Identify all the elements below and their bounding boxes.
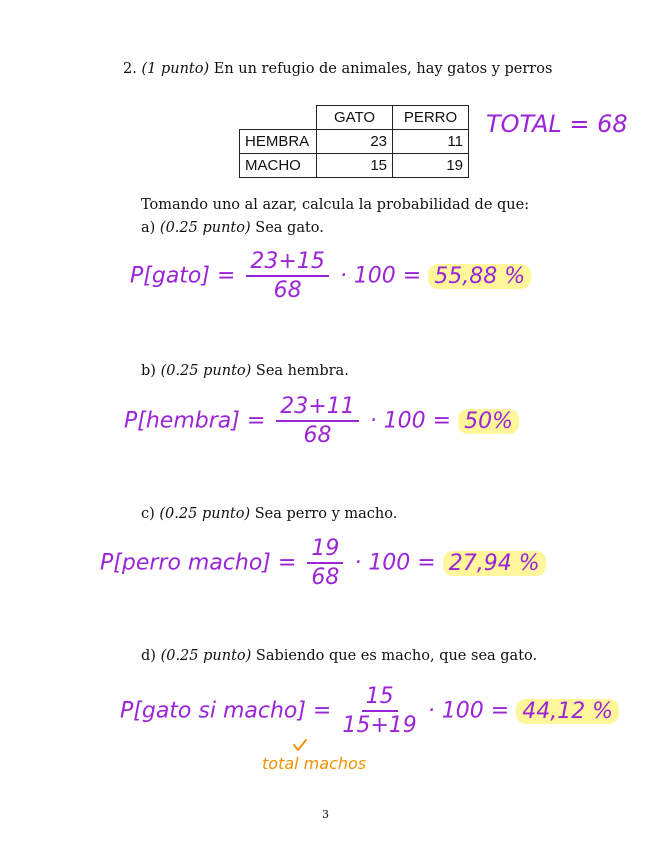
column-header-gato: GATO	[317, 106, 393, 130]
table-cell: 15	[317, 154, 393, 178]
row-header-hembra: HEMBRA	[240, 130, 317, 154]
problem-statement	[123, 61, 552, 77]
question-letter: c)	[141, 506, 155, 522]
answer-result: 44,12 %	[516, 699, 619, 724]
fraction-numerator: 15	[362, 685, 398, 712]
answer-fraction	[276, 395, 358, 448]
question-text: Sabiendo que es macho, que sea gato.	[255, 648, 538, 664]
question-text: Sea perro y macho.	[254, 506, 398, 522]
answer-b	[124, 395, 519, 448]
question-letter: a)	[141, 220, 156, 236]
answer-multiplier: · 100 =	[339, 263, 422, 289]
question-a	[141, 220, 324, 236]
answer-multiplier: · 100 =	[354, 550, 436, 576]
answer-result: 27,94 %	[443, 551, 546, 576]
question-text: Sea hembra.	[255, 363, 349, 379]
handwritten-total-note: TOTAL = 68	[486, 110, 628, 138]
fraction-numerator: 23+15	[246, 250, 328, 277]
question-points: (0.25 punto)	[159, 220, 251, 236]
problem-text: En un refugio de animales, hay gatos y perros	[213, 61, 553, 77]
table-header-row	[240, 106, 469, 130]
answer-fraction	[342, 685, 416, 738]
question-c	[141, 506, 397, 522]
answer-multiplier: · 100 =	[427, 698, 510, 724]
question-points: (0.25 punto)	[160, 648, 252, 664]
table-cell: 11	[393, 130, 469, 154]
question-d	[141, 648, 537, 664]
fraction-denominator: 68	[273, 278, 302, 304]
table-cell: 23	[317, 130, 393, 154]
instruction-text: Tomando uno al azar, calcula la probabilidad de que:	[141, 197, 530, 213]
handwritten-total-machos-note: total machos	[262, 754, 367, 773]
table-corner	[240, 106, 317, 130]
table-cell: 19	[393, 154, 469, 178]
fraction-numerator: 23+11	[276, 395, 358, 422]
question-points: (0.25 punto)	[160, 363, 252, 379]
problem-points: (1 punto)	[141, 61, 210, 77]
table-row	[240, 154, 469, 178]
column-header-perro: PERRO	[393, 106, 469, 130]
question-points: (0.25 punto)	[159, 506, 251, 522]
answer-fraction	[307, 537, 343, 590]
answer-result: 50%	[458, 409, 519, 434]
question-letter: b)	[141, 363, 156, 379]
row-header-macho: MACHO	[240, 154, 317, 178]
table-row	[240, 130, 469, 154]
fraction-denominator: 68	[303, 423, 332, 449]
contingency-table	[239, 105, 469, 178]
answer-result: 55,88 %	[428, 264, 531, 289]
answer-lhs: P[hembra] =	[124, 408, 266, 434]
fraction-denominator: 15+19	[342, 713, 417, 739]
answer-lhs: P[gato] =	[130, 263, 236, 289]
question-letter: d)	[141, 648, 156, 664]
answer-lhs: P[gato si macho] =	[120, 698, 332, 724]
answer-multiplier: · 100 =	[369, 408, 452, 434]
check-icon	[292, 738, 308, 752]
fraction-numerator: 19	[307, 537, 343, 564]
question-text: Sea gato.	[255, 220, 324, 236]
answer-c	[100, 537, 546, 590]
question-b	[141, 363, 349, 379]
answer-fraction	[246, 250, 328, 303]
answer-d	[120, 685, 619, 738]
page-number: 3	[322, 808, 329, 821]
answer-lhs: P[perro macho] =	[100, 550, 297, 576]
answer-a	[130, 250, 531, 303]
problem-number: 2.	[123, 61, 137, 77]
fraction-denominator: 68	[311, 565, 340, 591]
